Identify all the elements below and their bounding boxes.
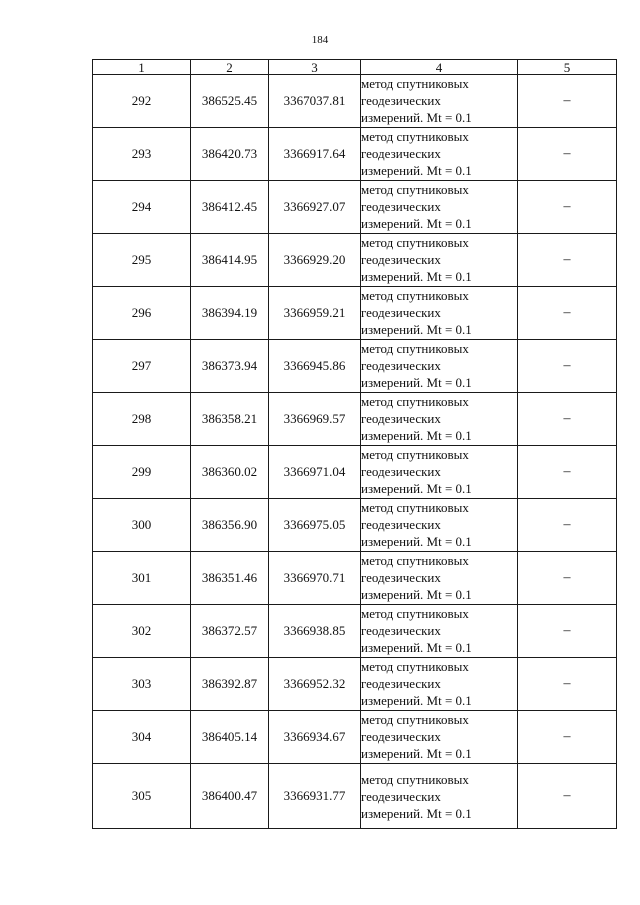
method-line: геодезических <box>361 199 441 214</box>
coordinates-table <box>92 59 617 829</box>
y-coordinate-cell: 3366917.64 <box>269 128 361 181</box>
x-coordinate-cell: 386405.14 <box>191 711 269 764</box>
x-coordinate-cell: 386351.46 <box>191 552 269 605</box>
table-row <box>93 446 617 499</box>
note-cell: – <box>518 393 617 446</box>
note-cell: – <box>518 499 617 552</box>
x-coordinate-cell: 386525.45 <box>191 75 269 128</box>
method-line: геодезических <box>361 623 441 638</box>
x-coordinate-cell: 386412.45 <box>191 181 269 234</box>
method-line: геодезических <box>361 517 441 532</box>
point-number-cell: 296 <box>93 287 191 340</box>
method-line: измерений. Mt = 0.1 <box>361 110 472 125</box>
table-row <box>93 181 617 234</box>
note-cell: – <box>518 711 617 764</box>
point-number-cell: 293 <box>93 128 191 181</box>
method-line: метод спутниковых <box>361 76 469 91</box>
method-cell <box>361 764 518 829</box>
method-line: измерений. Mt = 0.1 <box>361 375 472 390</box>
method-cell <box>361 234 518 287</box>
note-cell: – <box>518 181 617 234</box>
table-row <box>93 764 617 829</box>
method-line: измерений. Mt = 0.1 <box>361 428 472 443</box>
column-header-3: 3 <box>269 60 361 75</box>
x-coordinate-cell: 386392.87 <box>191 658 269 711</box>
point-number-cell: 298 <box>93 393 191 446</box>
note-cell: – <box>518 658 617 711</box>
point-number-cell: 303 <box>93 658 191 711</box>
method-line: измерений. Mt = 0.1 <box>361 216 472 231</box>
point-number-cell: 304 <box>93 711 191 764</box>
method-line: метод спутниковых <box>361 606 469 621</box>
y-coordinate-cell: 3367037.81 <box>269 75 361 128</box>
y-coordinate-cell: 3366934.67 <box>269 711 361 764</box>
page-number: 184 <box>311 34 329 46</box>
y-coordinate-cell: 3366938.85 <box>269 605 361 658</box>
method-line: геодезических <box>361 676 441 691</box>
table-body <box>93 75 617 829</box>
x-coordinate-cell: 386400.47 <box>191 764 269 829</box>
y-coordinate-cell: 3366971.04 <box>269 446 361 499</box>
table-row <box>93 711 617 764</box>
method-line: измерений. Mt = 0.1 <box>361 534 472 549</box>
x-coordinate-cell: 386420.73 <box>191 128 269 181</box>
table-row <box>93 287 617 340</box>
point-number-cell: 305 <box>93 764 191 829</box>
method-line: геодезических <box>361 252 441 267</box>
method-line: измерений. Mt = 0.1 <box>361 587 472 602</box>
table-header <box>93 60 617 75</box>
method-line: геодезических <box>361 93 441 108</box>
method-line: измерений. Mt = 0.1 <box>361 640 472 655</box>
method-cell <box>361 181 518 234</box>
method-line: метод спутниковых <box>361 712 469 727</box>
y-coordinate-cell: 3366929.20 <box>269 234 361 287</box>
note-cell: – <box>518 340 617 393</box>
method-line: измерений. Mt = 0.1 <box>361 805 472 821</box>
method-line: измерений. Mt = 0.1 <box>361 481 472 496</box>
header-row <box>93 60 617 75</box>
note-cell: – <box>518 287 617 340</box>
method-line: геодезических <box>361 146 441 161</box>
column-header-2: 2 <box>191 60 269 75</box>
point-number-cell: 297 <box>93 340 191 393</box>
method-cell <box>361 658 518 711</box>
y-coordinate-cell: 3366970.71 <box>269 552 361 605</box>
table-row <box>93 499 617 552</box>
method-line: измерений. Mt = 0.1 <box>361 746 472 761</box>
point-number-cell: 299 <box>93 446 191 499</box>
table-row <box>93 340 617 393</box>
point-number-cell: 302 <box>93 605 191 658</box>
method-line: геодезических <box>361 305 441 320</box>
y-coordinate-cell: 3366927.07 <box>269 181 361 234</box>
x-coordinate-cell: 386394.19 <box>191 287 269 340</box>
method-line: измерений. Mt = 0.1 <box>361 322 472 337</box>
note-cell: – <box>518 764 617 829</box>
method-line: геодезических <box>361 464 441 479</box>
y-coordinate-cell: 3366959.21 <box>269 287 361 340</box>
point-number-cell: 301 <box>93 552 191 605</box>
method-line: метод спутниковых <box>361 659 469 674</box>
method-cell <box>361 75 518 128</box>
point-number-cell: 300 <box>93 499 191 552</box>
x-coordinate-cell: 386356.90 <box>191 499 269 552</box>
method-line: метод спутниковых <box>361 394 469 409</box>
table-row <box>93 658 617 711</box>
method-line: геодезических <box>361 788 441 804</box>
note-cell: – <box>518 128 617 181</box>
method-line: измерений. Mt = 0.1 <box>361 693 472 708</box>
method-line: метод спутниковых <box>361 341 469 356</box>
method-cell <box>361 552 518 605</box>
method-line: геодезических <box>361 570 441 585</box>
method-line: метод спутниковых <box>361 235 469 250</box>
method-line: метод спутниковых <box>361 553 469 568</box>
method-line: измерений. Mt = 0.1 <box>361 163 472 178</box>
method-line: метод спутниковых <box>361 288 469 303</box>
x-coordinate-cell: 386360.02 <box>191 446 269 499</box>
point-number-cell: 295 <box>93 234 191 287</box>
x-coordinate-cell: 386358.21 <box>191 393 269 446</box>
method-cell <box>361 340 518 393</box>
method-line: метод спутниковых <box>361 182 469 197</box>
point-number-cell: 294 <box>93 181 191 234</box>
y-coordinate-cell: 3366975.05 <box>269 499 361 552</box>
column-header-1: 1 <box>93 60 191 75</box>
point-number-cell: 292 <box>93 75 191 128</box>
column-header-4: 4 <box>361 60 518 75</box>
y-coordinate-cell: 3366945.86 <box>269 340 361 393</box>
method-cell <box>361 605 518 658</box>
note-cell: – <box>518 234 617 287</box>
note-cell: – <box>518 75 617 128</box>
table-row <box>93 75 617 128</box>
method-line: метод спутниковых <box>361 129 469 144</box>
x-coordinate-cell: 386414.95 <box>191 234 269 287</box>
method-line: геодезических <box>361 358 441 373</box>
note-cell: – <box>518 605 617 658</box>
y-coordinate-cell: 3366952.32 <box>269 658 361 711</box>
method-cell <box>361 393 518 446</box>
y-coordinate-cell: 3366969.57 <box>269 393 361 446</box>
method-cell <box>361 499 518 552</box>
table-row <box>93 552 617 605</box>
table-row <box>93 393 617 446</box>
method-line: метод спутниковых <box>361 447 469 462</box>
method-cell <box>361 446 518 499</box>
table-row <box>93 128 617 181</box>
method-cell <box>361 287 518 340</box>
method-line: метод спутниковых <box>361 771 469 787</box>
x-coordinate-cell: 386373.94 <box>191 340 269 393</box>
method-line: измерений. Mt = 0.1 <box>361 269 472 284</box>
column-header-5: 5 <box>518 60 617 75</box>
x-coordinate-cell: 386372.57 <box>191 605 269 658</box>
table-row <box>93 234 617 287</box>
note-cell: – <box>518 446 617 499</box>
method-line: метод спутниковых <box>361 500 469 515</box>
y-coordinate-cell: 3366931.77 <box>269 764 361 829</box>
method-cell <box>361 128 518 181</box>
method-line: геодезических <box>361 729 441 744</box>
method-cell <box>361 711 518 764</box>
method-line: геодезических <box>361 411 441 426</box>
note-cell: – <box>518 552 617 605</box>
table-row <box>93 605 617 658</box>
